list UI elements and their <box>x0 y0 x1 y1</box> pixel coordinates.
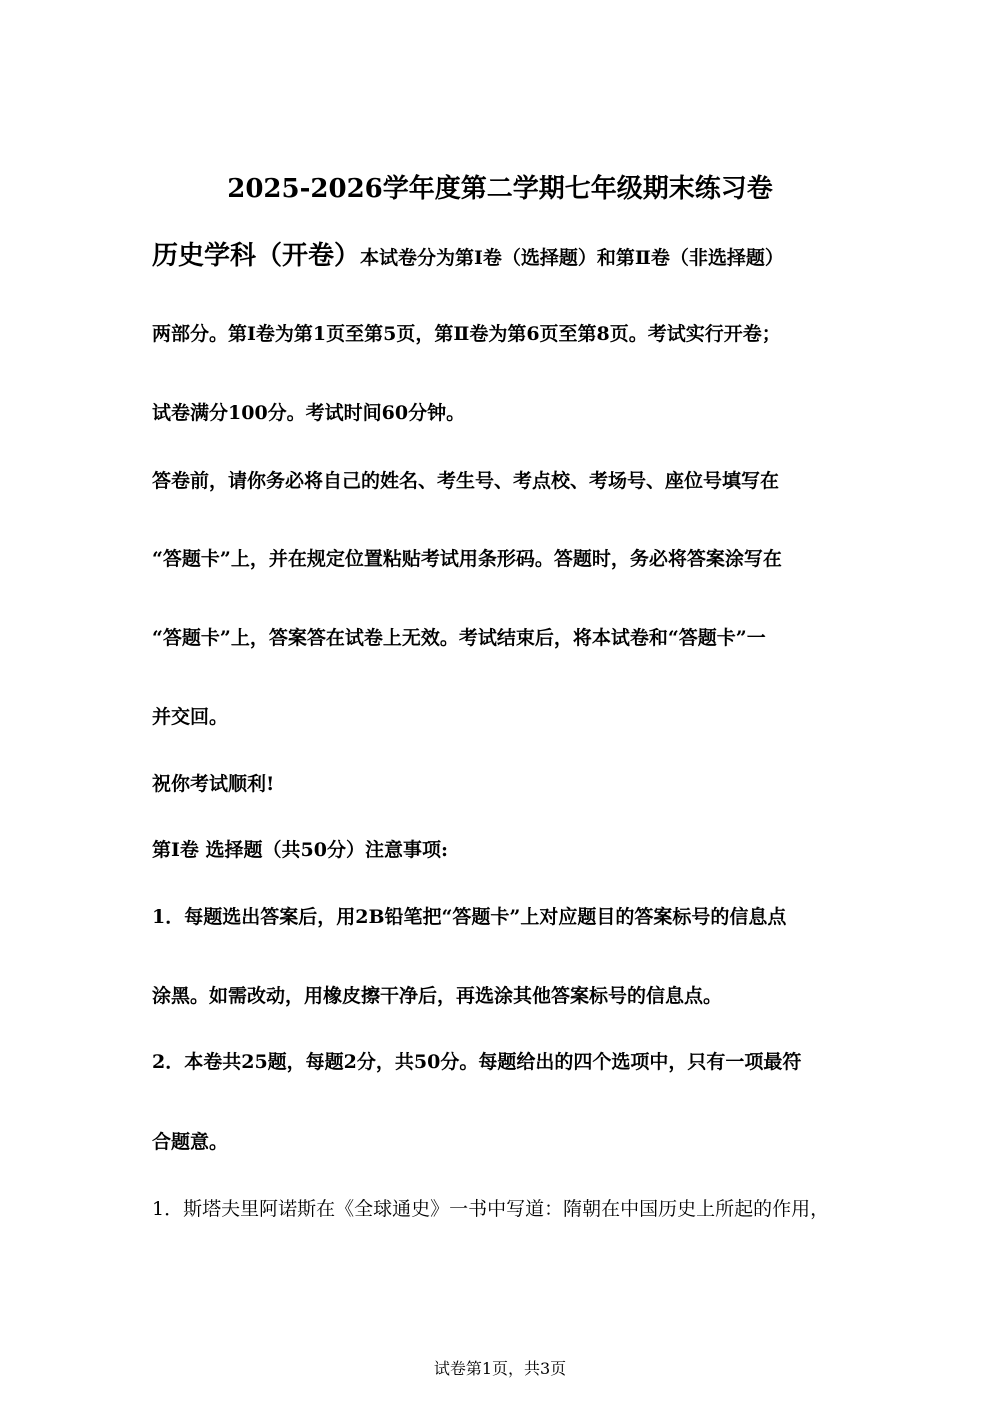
notice-line2: “答题卡”上，并在规定位置粘贴考试用条形码。答题时，务必将答案涂写在 <box>152 548 782 570</box>
rule1-line2: 涂黑。如需改动，用橡皮擦干净后，再选涂其他答案标号的信息点。 <box>152 985 723 1007</box>
intro-text-line2: 两部分。第Ⅰ卷为第1页至第5页，第Ⅱ卷为第6页至第8页。考试实行开卷； <box>152 323 781 345</box>
rule2-line2: 合题意。 <box>152 1131 229 1153</box>
question1-line1: 1．斯塔夫里阿诺斯在《全球通史》一书中写道：隋朝在中国历史上所起的作用， <box>152 1198 830 1220</box>
notice-line1: 答卷前，请你务必将自己的姓名、考生号、考点校、考场号、座位号填写在 <box>152 470 780 492</box>
notice-line4: 并交回。 <box>152 706 229 728</box>
exam-title: 2025-2026学年度第二学期七年级期末练习卷 <box>227 174 773 204</box>
rule2-line1: 2．本卷共25题，每题2分，共50分。每题给出的四个选项中，只有一项最符 <box>152 1051 802 1073</box>
subject-heading: 历史学科（开卷） <box>152 241 361 271</box>
intro-text-line1: 本试卷分为第Ⅰ卷（选择题）和第Ⅱ卷（非选择题） <box>360 247 784 269</box>
wish-text: 祝你考试顺利! <box>152 773 275 795</box>
rule1-line1: 1．每题选出答案后，用2B铅笔把“答题卡”上对应题目的答案标号的信息点 <box>152 906 787 928</box>
subject-line <box>152 240 900 274</box>
notice-line3: “答题卡”上，答案答在试卷上无效。考试结束后，将本试卷和“答题卡”一 <box>152 627 766 649</box>
section1-header: 第Ⅰ卷 选择题（共50分）注意事项: <box>152 839 448 861</box>
intro-text-line3: 试卷满分100分。考试时间60分钟。 <box>152 402 466 424</box>
page-footer: 试卷第1页，共3页 <box>433 1359 567 1378</box>
